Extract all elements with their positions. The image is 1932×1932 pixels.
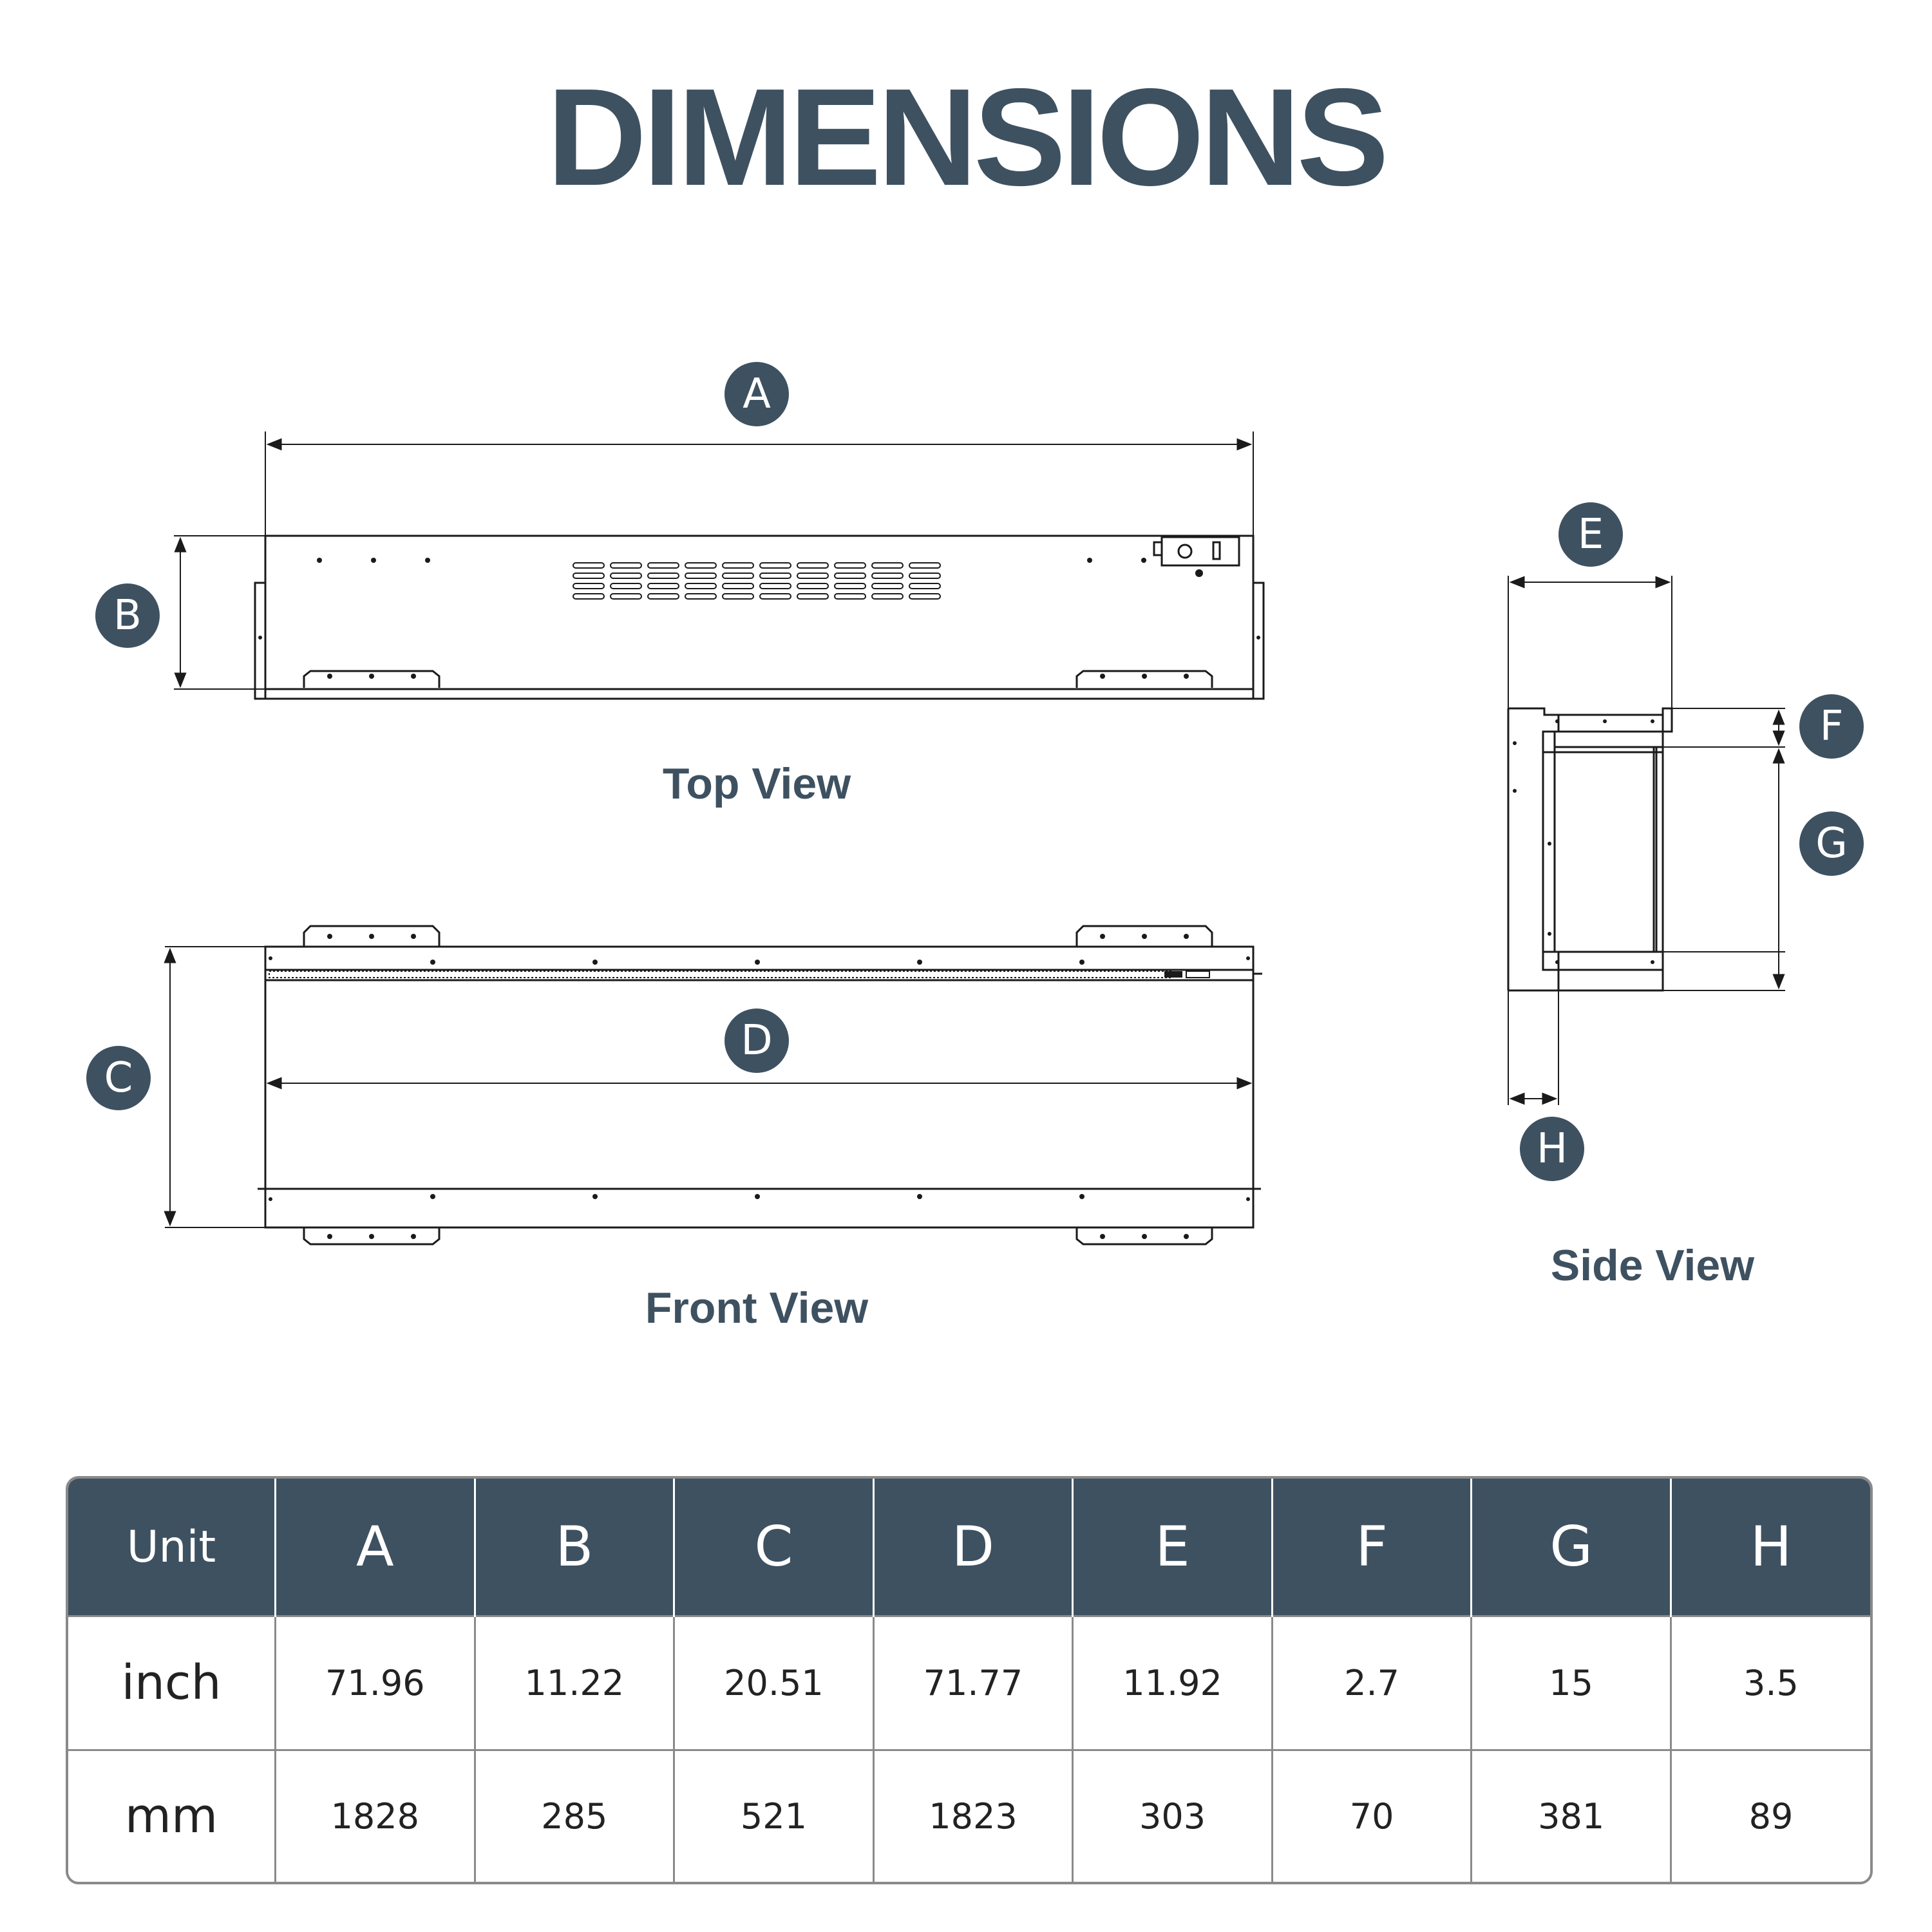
header-cell: G: [1472, 1479, 1671, 1616]
marker-d: [724, 1009, 789, 1073]
table-cell: 70: [1272, 1750, 1472, 1882]
table-cell: 285: [475, 1750, 674, 1882]
table-cell: 71.77: [873, 1616, 1073, 1750]
marker-g: [1799, 811, 1864, 876]
table-cell: 381: [1472, 1750, 1671, 1882]
marker-c: [86, 1046, 151, 1110]
header-cell: B: [475, 1479, 674, 1616]
front-view-label: Front View: [645, 1283, 869, 1332]
header-cell: C: [674, 1479, 874, 1616]
table-cell: 3.5: [1671, 1616, 1870, 1750]
header-cell: Unit: [68, 1479, 276, 1616]
svg-text:A: A: [743, 370, 771, 418]
side-view-drawing: [1508, 576, 1785, 1105]
table-cell: 71.96: [276, 1616, 475, 1750]
header-cell: E: [1073, 1479, 1273, 1616]
vent-grille: [573, 563, 940, 599]
table-cell: 89: [1671, 1750, 1870, 1882]
table-cell: 11.92: [1073, 1616, 1273, 1750]
table-cell: 521: [674, 1750, 874, 1882]
svg-text:B: B: [113, 592, 142, 639]
header-cell: H: [1671, 1479, 1870, 1616]
svg-text:D: D: [741, 1017, 773, 1065]
top-view-drawing: [174, 431, 1264, 699]
table-cell: 303: [1073, 1750, 1273, 1882]
table-cell: 15: [1472, 1616, 1671, 1750]
page-title: DIMENSIONS: [547, 59, 1385, 214]
side-view-label: Side View: [1550, 1241, 1755, 1290]
table-cell: 2.7: [1272, 1616, 1472, 1750]
svg-text:G: G: [1815, 820, 1848, 867]
front-view-drawing: [165, 926, 1262, 1244]
svg-text:C: C: [104, 1054, 133, 1102]
svg-text:H: H: [1536, 1125, 1568, 1173]
marker-e: [1558, 502, 1623, 567]
table-cell: 11.22: [475, 1616, 674, 1750]
header-cell: F: [1272, 1479, 1472, 1616]
svg-text:E: E: [1577, 511, 1604, 558]
top-view-label: Top View: [662, 759, 851, 808]
table-row: [68, 1616, 1870, 1750]
svg-text:F: F: [1819, 703, 1844, 750]
table-cell: 1823: [873, 1750, 1073, 1882]
marker-b: [95, 583, 160, 648]
header-cell: D: [873, 1479, 1073, 1616]
table-cell: inch: [68, 1616, 276, 1750]
table-cell: 1828: [276, 1750, 475, 1882]
header-cell: A: [276, 1479, 475, 1616]
marker-h: [1520, 1117, 1584, 1181]
dimensions-table: [66, 1476, 1873, 1884]
marker-f: [1799, 694, 1864, 759]
table-row: [68, 1750, 1870, 1882]
table-header-row: [68, 1479, 1870, 1616]
table-cell: mm: [68, 1750, 276, 1882]
marker-a: [724, 362, 789, 426]
table-cell: 20.51: [674, 1616, 874, 1750]
